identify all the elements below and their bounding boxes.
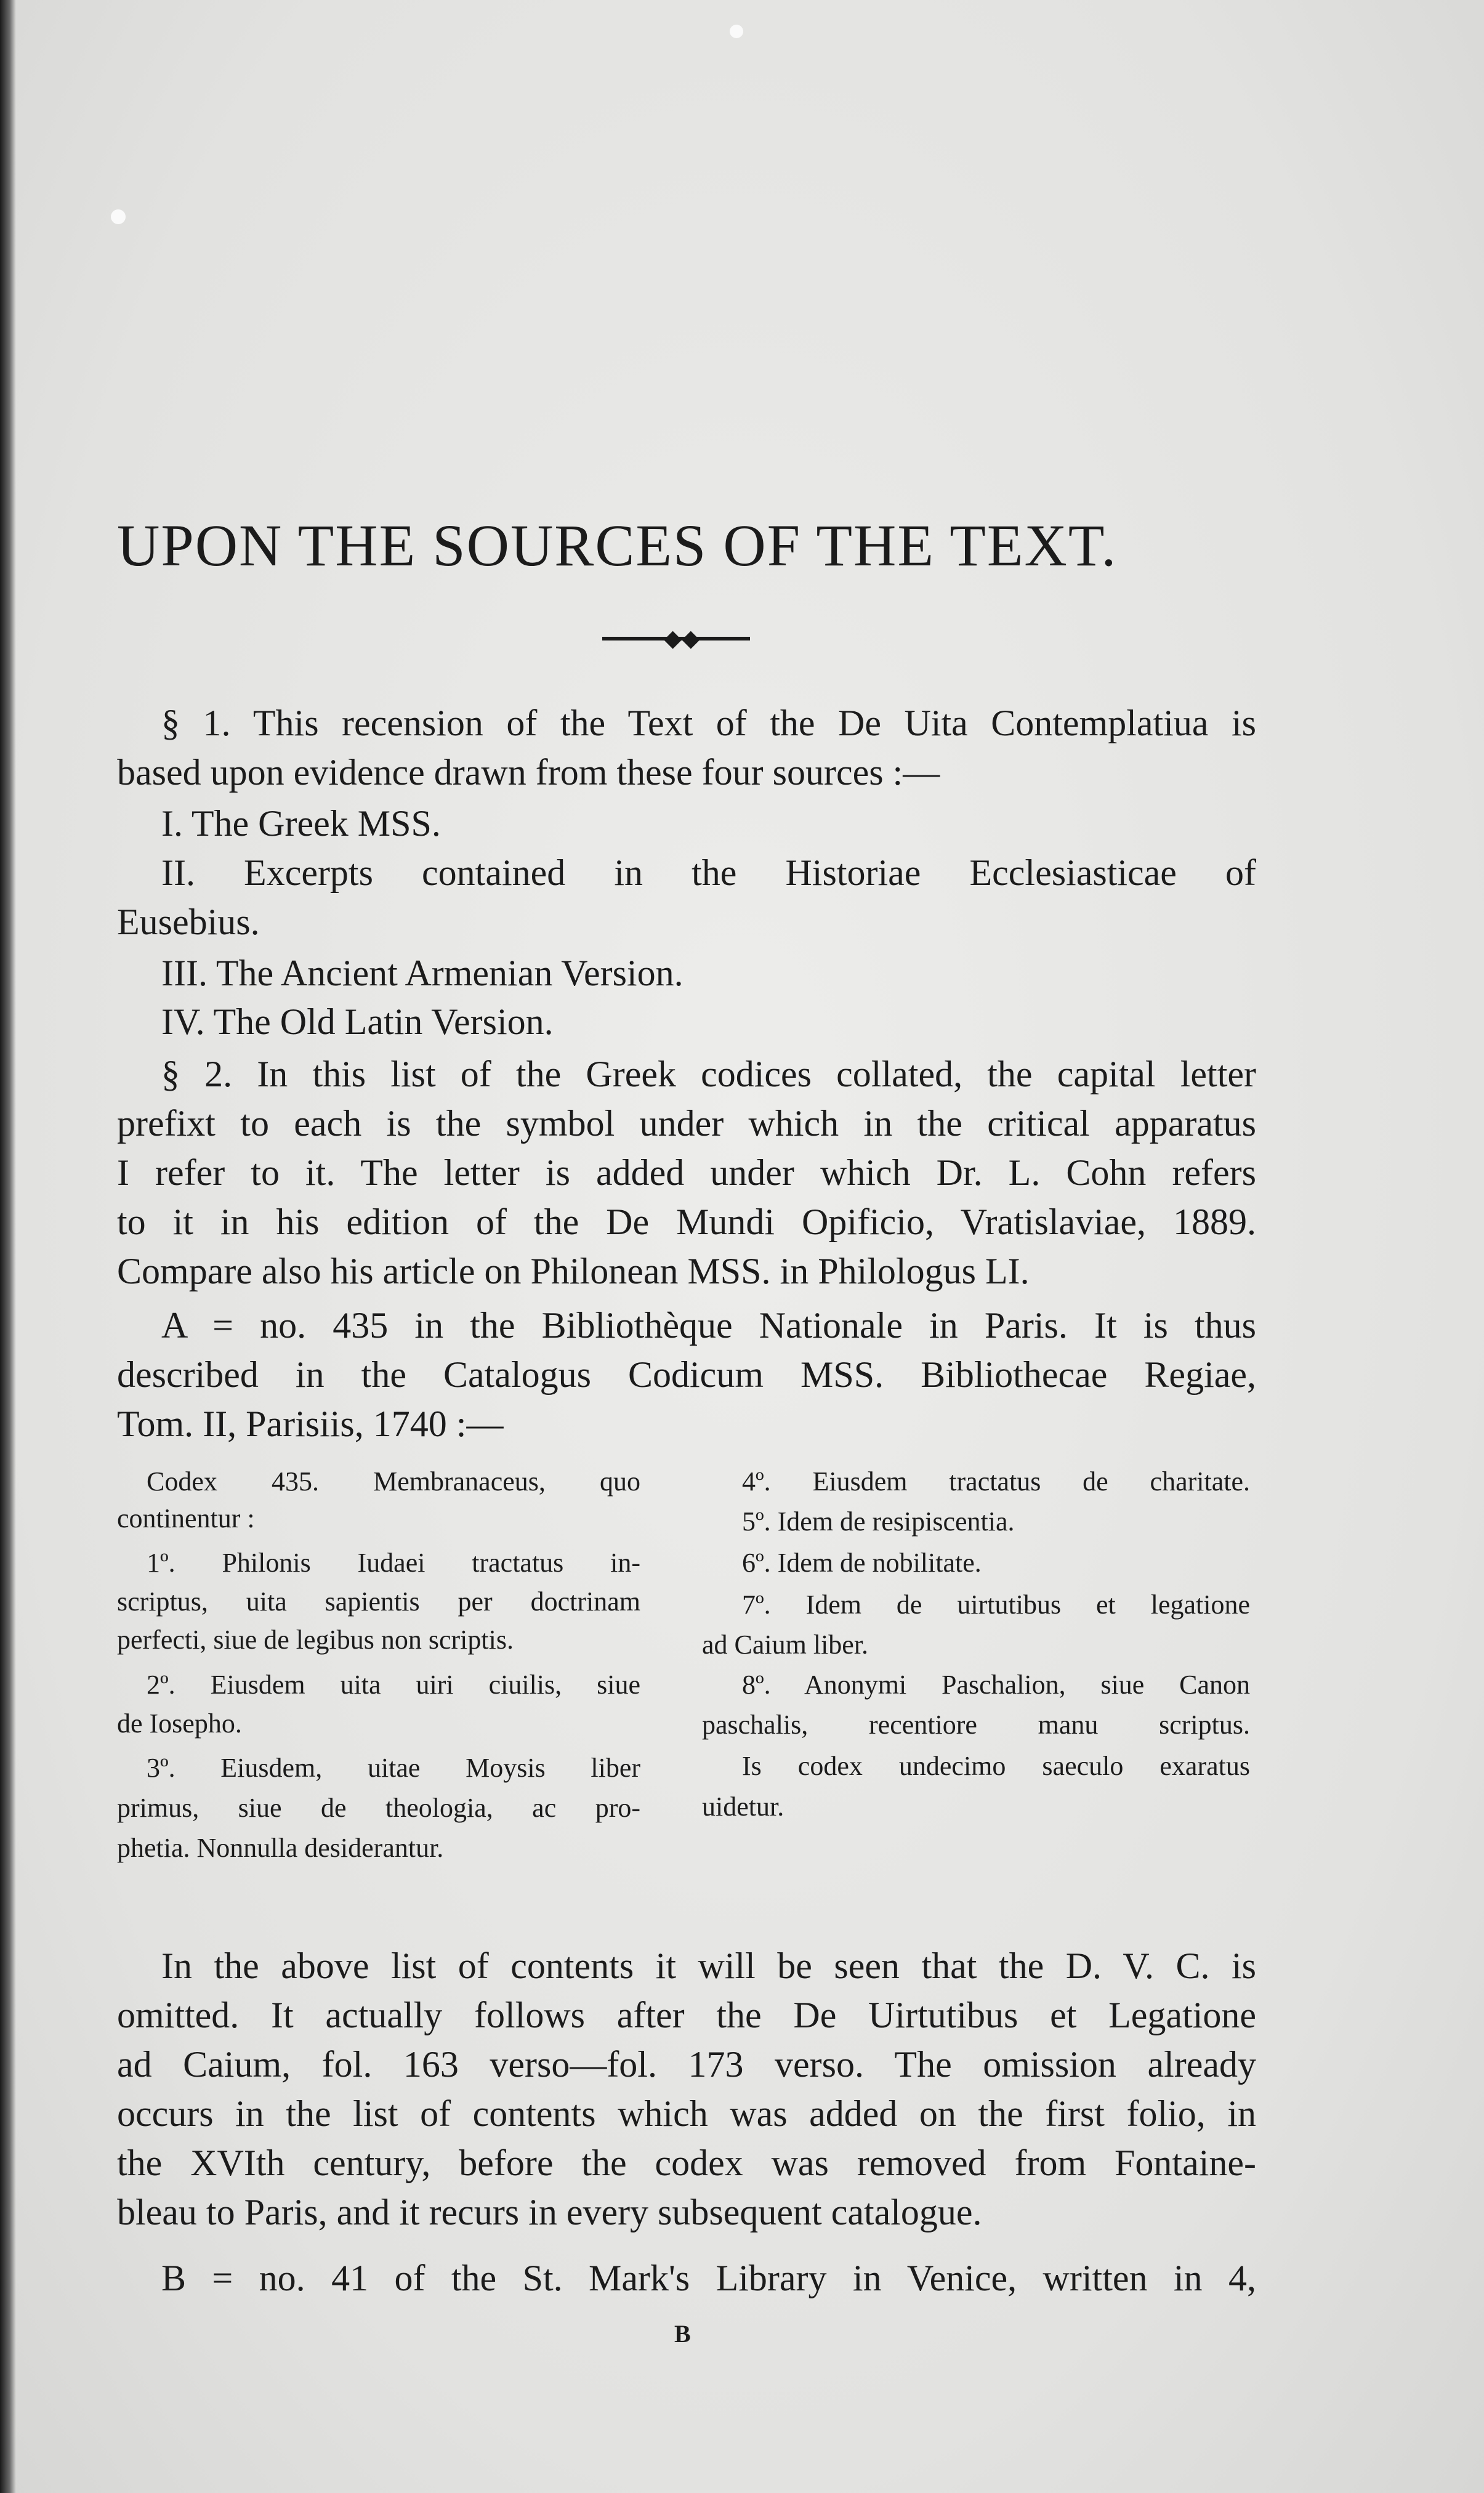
catalogue-col2-line: paschalis, recentiore manu scriptus. — [702, 1710, 1250, 1740]
source-item: IV. The Old Latin Version. — [161, 1001, 554, 1042]
page-edge-shadow — [0, 0, 16, 2493]
section2-line: prefixt to each is the symbol under which in the critical apparatus — [117, 1103, 1256, 1144]
catalogue-col1-line: phetia. Nonnulla desiderantur. — [117, 1833, 444, 1863]
entry-a-line: Tom. II, Parisiis, 1740 :— — [117, 1404, 504, 1444]
source-item: I. The Greek MSS. — [161, 803, 441, 844]
section2-line: Compare also his article on Philonean MSS. in Philologus LI. — [117, 1251, 1030, 1291]
entry-b-line: B = no. 41 of the St. Mark's Library in Venice, written in 4, — [161, 2258, 1256, 2298]
closing-line: In the above list of contents it will be seen that the D. V. C. is — [161, 1946, 1256, 1986]
catalogue-col1-line: 1º. Philonis Iudaei tractatus in- — [147, 1548, 640, 1578]
catalogue-col2-line: Is codex undecimo saeculo exaratus — [742, 1751, 1250, 1781]
section2-line: § 2. In this list of the Greek codices collated, the capital letter — [161, 1054, 1256, 1094]
catalogue-col1-line: perfecti, siue de legibus non scriptis. — [117, 1625, 514, 1655]
entry-a-line: A = no. 435 in the Bibliothèque Nationale in Paris. It is thus — [161, 1305, 1256, 1346]
section2-line: to it in his edition of the De Mundi Opificio, Vratislaviae, 1889. — [117, 1202, 1256, 1242]
catalogue-col2-line: 4º. Eiusdem tractatus de charitate. — [742, 1466, 1250, 1497]
signature-mark: B — [674, 2320, 691, 2348]
catalogue-col2-line: 5º. Idem de resipiscentia. — [742, 1506, 1015, 1537]
catalogue-col2-line: 6º. Idem de nobilitate. — [742, 1548, 982, 1578]
catalogue-col1-line: 3º. Eiusdem, uitae Moysis liber — [147, 1753, 640, 1783]
catalogue-col1-line: Codex 435. Membranaceus, quo — [147, 1466, 640, 1497]
entry-a-line: described in the Catalogus Codicum MSS. Bibliothecae Regiae, — [117, 1354, 1256, 1395]
page-title: UPON THE SOURCES OF THE TEXT. — [117, 512, 1118, 578]
paper-speck — [111, 209, 126, 224]
closing-line: the XVIth century, before the codex was removed from Fontaine- — [117, 2143, 1256, 2183]
catalogue-col2-line: uidetur. — [702, 1792, 784, 1822]
title-rule-ornament: ◆◆ — [664, 626, 700, 652]
catalogue-col2-line: 7º. Idem de uirtutibus et legatione — [742, 1590, 1250, 1620]
catalogue-col1-line: de Iosepho. — [117, 1708, 242, 1739]
source-item: Eusebius. — [117, 902, 260, 942]
section1-line: based upon evidence drawn from these four sources :— — [117, 752, 940, 793]
catalogue-col1-line: scriptus, uita sapientis per doctrinam — [117, 1586, 640, 1617]
catalogue-col2-line: 8º. Anonymi Paschalion, siue Canon — [742, 1670, 1250, 1700]
catalogue-col1-line: continentur : — [117, 1503, 255, 1533]
section2-line: I refer to it. The letter is added under which Dr. L. Cohn refers — [117, 1152, 1256, 1193]
closing-line: occurs in the list of contents which was added on the first folio, in — [117, 2093, 1256, 2134]
closing-line: ad Caium, fol. 163 verso—fol. 173 verso. The omission already — [117, 2044, 1256, 2085]
source-item: III. The Ancient Armenian Version. — [161, 953, 684, 993]
closing-line: bleau to Paris, and it recurs in every subsequent catalogue. — [117, 2192, 982, 2232]
catalogue-col2-line: ad Caium liber. — [702, 1630, 869, 1660]
section1-line: § 1. This recension of the Text of the De Uita Contemplatiua is — [161, 703, 1256, 743]
catalogue-col1-line: 2º. Eiusdem uita uiri ciuilis, siue — [147, 1670, 640, 1700]
paper-speck — [730, 25, 743, 38]
catalogue-col1-line: primus, siue de theologia, ac pro- — [117, 1793, 640, 1823]
source-item: II. Excerpts contained in the Historiae Ecclesiasticae of — [161, 852, 1256, 893]
closing-line: omitted. It actually follows after the De Uirtutibus et Legatione — [117, 1995, 1256, 2035]
